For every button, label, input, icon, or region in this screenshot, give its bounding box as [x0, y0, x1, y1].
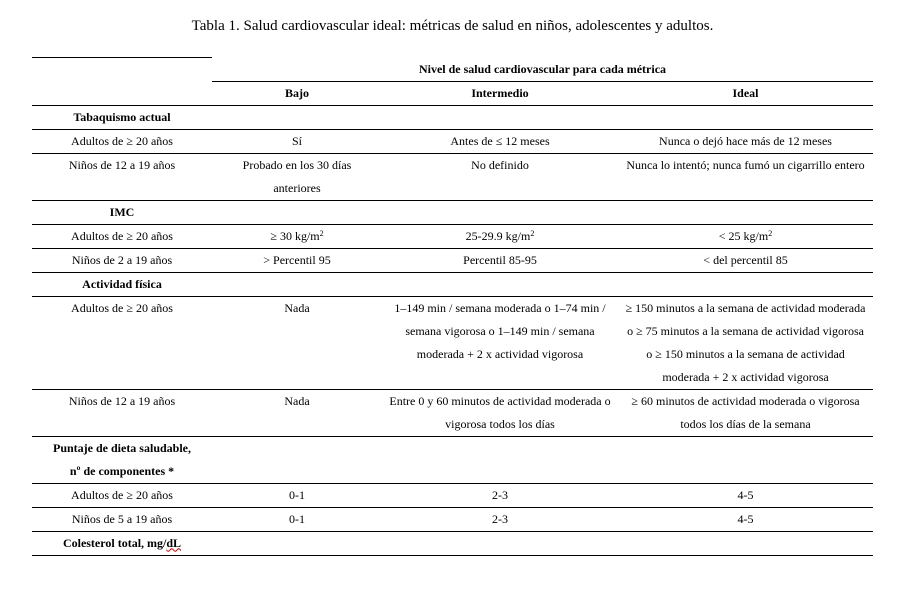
unit-exponent: 2: [530, 228, 535, 238]
cell-bajo: ≥ 30 $kg/m^2$: [212, 224, 382, 248]
cell-intermedio: Antes de ≤ 12 meses: [382, 129, 618, 153]
unit-exponent: 2: [768, 228, 773, 238]
section-row-colesterol: [32, 531, 873, 555]
cell-intermedio: Percentil 85-95: [382, 248, 618, 272]
header-group-title: Nivel de salud cardiovascular para cada métrica: [212, 58, 873, 82]
cell-intermedio: No definido: [382, 153, 618, 200]
row-label: Niños de 12 a 19 años: [32, 153, 212, 200]
section-row-tabaquismo: [32, 105, 873, 129]
cell-bajo: 0-1: [212, 507, 382, 531]
table-caption: Tabla 1. Salud cardiovascular ideal: métricas de salud en niños, adolescentes y adultos.: [191, 18, 714, 34]
cell-bajo: Nada: [212, 389, 382, 436]
cell-intermedio: 25-29.9 $kg/m^2$: [382, 224, 618, 248]
cell-bajo: Nada: [212, 296, 382, 389]
cell-intermedio: 2-3: [382, 483, 618, 507]
section-row-actividad: [32, 272, 873, 296]
cell-bajo: > Percentil 95: [212, 248, 382, 272]
section-row-dieta-cont: [32, 460, 873, 484]
cell-ideal: Nunca lo intentó; nunca fumó un cigarrillo entero: [618, 153, 873, 200]
cell-bajo: Probado en los 30 días anteriores: [212, 153, 382, 200]
header-corner-bottom: [32, 81, 212, 105]
cell-ideal: < del percentil 85: [618, 248, 873, 272]
header-group-row: [32, 58, 873, 82]
table-row: [32, 507, 873, 531]
cell-ideal: ≥ 150 minutos a la semana de actividad moderada o ≥ 75 minutos a la semana de actividad vigorosa o ≥ 150 minutos a la semana de actividad moderada + 2 x actividad vigorosa: [618, 296, 873, 389]
header-col-bajo: Bajo: [212, 81, 382, 105]
section-row-dieta: [32, 436, 873, 460]
cell-ideal: 4-5: [618, 507, 873, 531]
cell-ideal: ≥ 60 minutos de actividad moderada o vigorosa todos los días de la semana: [618, 389, 873, 436]
row-label: Adultos de ≥ 20 años: [32, 296, 212, 389]
section-title-dieta-line2: nº de componentes *: [32, 460, 212, 484]
section-title-actividad: Actividad física: [32, 272, 212, 296]
header-col-ideal: Ideal: [618, 81, 873, 105]
spellcheck-underlined-word: dL: [166, 535, 182, 550]
cell-intermedio: 2-3: [382, 507, 618, 531]
row-label: Adultos de ≥ 20 años: [32, 129, 212, 153]
cell-ideal: 4-5: [618, 483, 873, 507]
row-label: Niños de 12 a 19 años: [32, 389, 212, 436]
cell-ideal: < 25 $kg/m^2$: [618, 224, 873, 248]
cell-intermedio: Entre 0 y 60 minutos de actividad moderada o vigorosa todos los días: [382, 389, 618, 436]
section-row-imc: [32, 200, 873, 224]
header-col-intermedio: Intermedio: [382, 81, 618, 105]
unit-exponent: 2: [319, 228, 324, 238]
table-row: [32, 224, 873, 248]
table-row: [32, 129, 873, 153]
table-row: [32, 248, 873, 272]
cell-bajo: Sí: [212, 129, 382, 153]
cell-ideal: Nunca o dejó hace más de 12 meses: [618, 129, 873, 153]
section-title-tabaquismo: Tabaquismo actual: [32, 105, 212, 129]
row-label: Adultos de ≥ 20 años: [32, 483, 212, 507]
section-title-colesterol: Colesterol total, mg/dL: [32, 531, 212, 555]
table-row: [32, 153, 873, 200]
table-row: [32, 296, 873, 389]
header-columns-row: [32, 81, 873, 105]
header-corner: [32, 58, 212, 82]
table-row: [32, 389, 873, 436]
table-row: [32, 483, 873, 507]
section-title-dieta: Puntaje de dieta saludable,: [52, 440, 191, 455]
section-title-imc: IMC: [32, 200, 212, 224]
cardiovascular-metrics-table: [32, 57, 873, 556]
cell-bajo: 0-1: [212, 483, 382, 507]
row-label: Niños de 5 a 19 años: [32, 507, 212, 531]
row-label: Niños de 2 a 19 años: [32, 248, 212, 272]
cell-intermedio: 1–149 min / semana moderada o 1–74 min / semana vigorosa o 1–149 min / semana moderada + 2 x actividad vigorosa: [382, 296, 618, 389]
row-label: Adultos de ≥ 20 años: [32, 224, 212, 248]
